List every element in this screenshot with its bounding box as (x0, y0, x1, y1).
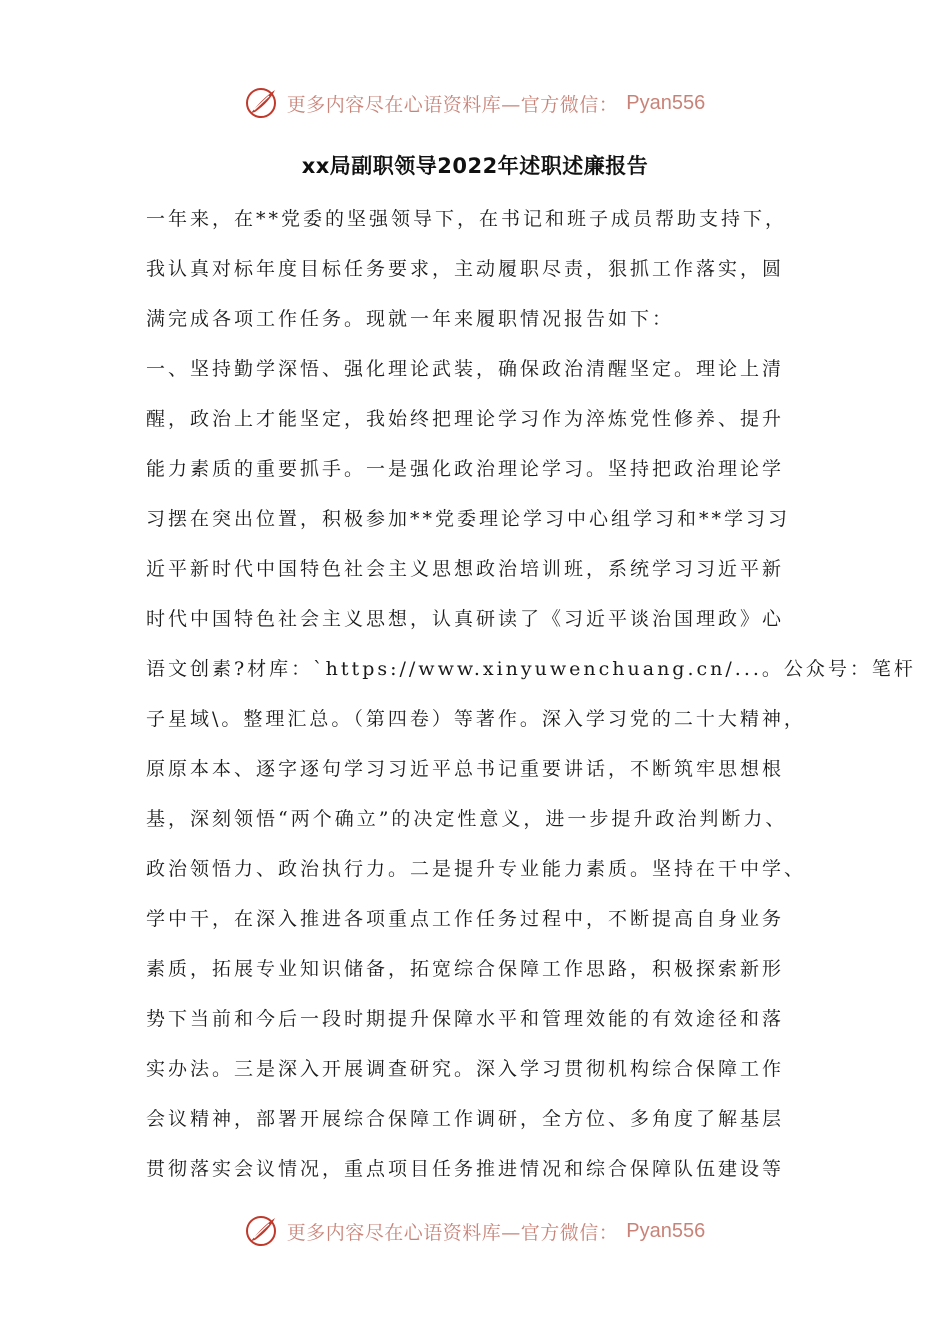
body-line: 政治领悟力、政治执行力。二是提升专业能力素质。坚持在干中学、 (146, 858, 807, 880)
body-line: 实办法。三是深入开展调查研究。深入学习贯彻机构综合保障工作 (146, 1058, 785, 1080)
body-line: 一、坚持勤学深悟、强化理论武装，确保政治清醒坚定。理论上清 (146, 358, 785, 380)
body-line: 原原本本、逐字逐句学习习近平总书记重要讲话，不断筑牢思想根 (146, 758, 785, 780)
document-title: xx局副职领导2022年述职述廉报告 (301, 154, 649, 178)
body-line: 素质，拓展专业知识储备，拓宽综合保障工作思路，积极探索新形 (146, 958, 785, 980)
body-line: 醒，政治上才能坚定，我始终把理论学习作为淬炼党性修养、提升 (146, 408, 785, 430)
header-watermark (0, 83, 950, 123)
footer-watermark (0, 1211, 950, 1251)
document-body (146, 197, 916, 1197)
body-line: 基，深刻领悟“两个确立”的决定性意义，进一步提升政治判断力、 (146, 808, 788, 830)
body-line: 语文创素?材库：`https://www.xinyuwenchuang.cn/...。公众号：笔杆 (146, 658, 916, 680)
body-line: 近平新时代中国特色社会主义思想政治培训班，系统学习习近平新 (146, 558, 785, 580)
body-line: 习摆在突出位置，积极参加**党委理论学习中心组学习和**学习习 (146, 508, 791, 530)
body-line: 子星域\。整理汇总。（第四卷）等著作。深入学习党的二十大精神， (146, 708, 806, 730)
quill-logo-icon (245, 1214, 279, 1248)
watermark-wechat-id: Pyan556 (626, 1219, 706, 1242)
body-line: 我认真对标年度目标任务要求，主动履职尽责，狠抓工作落实，圆 (146, 258, 785, 280)
body-line: 学中干，在深入推进各项重点工作任务过程中，不断提高自身业务 (146, 908, 785, 930)
watermark-text: 更多内容尽在心语资料库—官方微信： (286, 1221, 619, 1244)
watermark-text: 更多内容尽在心语资料库—官方微信： (286, 93, 619, 116)
body-line: 时代中国特色社会主义思想，认真研读了《习近平谈治国理政》心 (146, 608, 785, 630)
body-line: 势下当前和今后一段时期提升保障水平和管理效能的有效途径和落 (146, 1008, 785, 1030)
body-line: 贯彻落实会议情况，重点项目任务推进情况和综合保障队伍建设等 (146, 1158, 785, 1180)
watermark-wechat-id: Pyan556 (626, 91, 706, 114)
body-line: 能力素质的重要抓手。一是强化政治理论学习。坚持把政治理论学 (146, 458, 785, 480)
body-line: 一年来，在**党委的坚强领导下，在书记和班子成员帮助支持下， (146, 208, 788, 230)
quill-logo-icon (245, 86, 279, 120)
body-line: 会议精神，部署开展综合保障工作调研，全方位、多角度了解基层 (146, 1108, 785, 1130)
body-line: 满完成各项工作任务。现就一年来履职情况报告如下： (146, 308, 675, 330)
